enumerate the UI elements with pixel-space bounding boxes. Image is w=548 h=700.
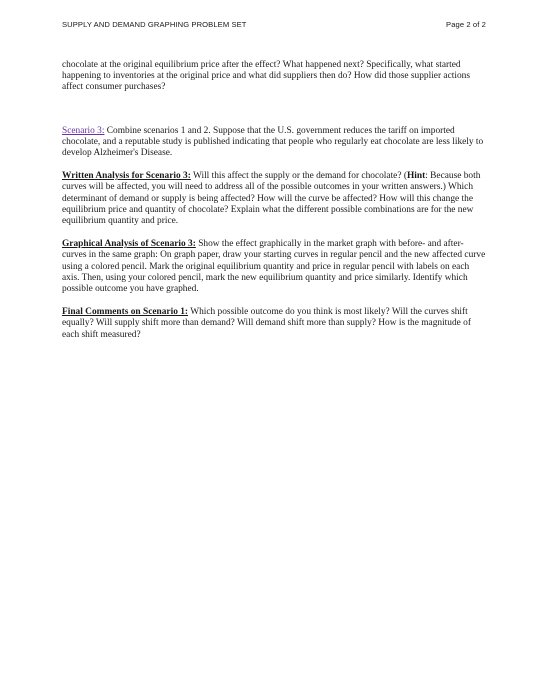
intro-paragraph: chocolate at the original equilibrium price after the effect? What happened next? Specifically, what started happening to inventories at the original price and what did suppliers then do? How did those supplier actions affect consumer purchases? <box>62 60 470 93</box>
page-header <box>62 20 486 34</box>
scenario-3-text: Combine scenarios 1 and 2. Suppose that the U.S. government reduces the tariff on imported chocolate, and a reputable study is published indicating that people who regularly eat chocolate are less likely to develop Alzheimer's Disease. <box>62 125 484 159</box>
graphical-analysis-paragraph <box>62 239 486 295</box>
written-analysis-heading: Written Analysis for Scenario 3: <box>62 171 191 182</box>
scenario-3-paragraph <box>62 126 486 160</box>
graphical-analysis-text: Show the effect graphically in the market graph with before- and after-curves in the same graph: On graph paper, draw your starting curves in regular pencil and the new affected curve using a colored pencil. Mark the original equilibrium quantity and price in regular pencil with labels on each axis. Then, using your colored pencil, mark the new equilibrium quantity and price similarly. Identify which possible outcome you have graphed. <box>62 239 486 295</box>
hint-label: Hint <box>406 171 426 182</box>
final-comments-paragraph <box>62 307 486 341</box>
written-analysis-paragraph <box>62 171 486 227</box>
scenario-3-label: Scenario 3: <box>62 125 105 136</box>
written-analysis-text-2: : Because both curves will be affected, you will need to address all of the possible outcomes in your written answers.) Which determinant of demand or supply is being affected? How will the curve be affected? How will this change the equilibrium price and quantity of chocolate? Explain what the different possible combinations are for the new equilibrium quantity and price. <box>62 171 481 227</box>
final-comments-heading: Final Comments on Scenario 1: <box>62 307 189 318</box>
final-comments-text: Which possible outcome do you think is most likely? Will the curves shift equally? Will supply shift more than demand? Will demand shift more than supply? How is the magnitude of each shift measured? <box>62 307 471 340</box>
written-analysis-text-1: Will this affect the supply or the demand for chocolate? ( <box>190 171 407 182</box>
graphical-analysis-heading: Graphical Analysis of Scenario 3: <box>62 239 196 250</box>
page-number: Page 2 of 2 <box>446 20 486 29</box>
header-title: SUPPLY AND DEMAND GRAPHING PROBLEM SET <box>62 20 247 29</box>
document-body <box>62 60 486 341</box>
